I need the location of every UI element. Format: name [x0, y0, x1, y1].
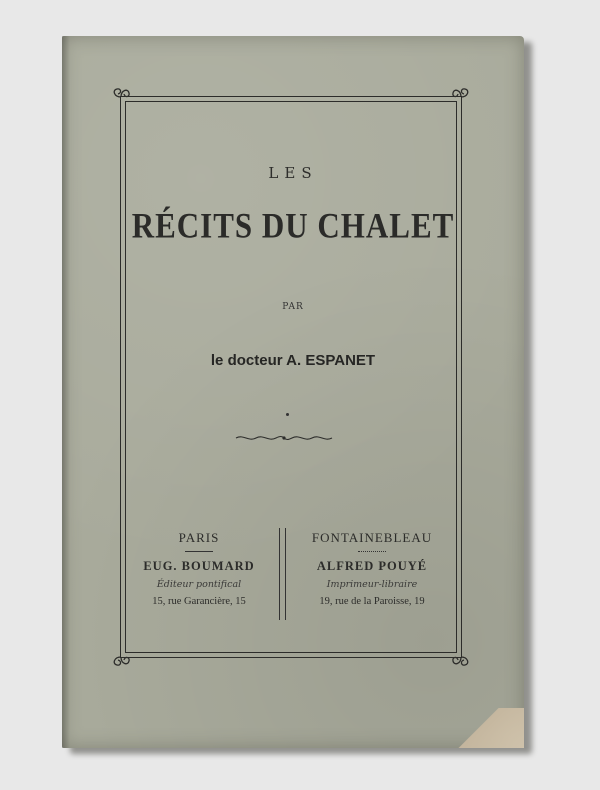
imprint-city: FONTAINEBLEAU — [311, 530, 433, 545]
short-rule — [358, 551, 386, 552]
ornament-divider-icon — [234, 432, 334, 444]
title-article: LES — [268, 164, 318, 182]
book-title: RÉCITS DU CHALET — [131, 205, 455, 246]
publisher-address: 19, rue de la Paroisse, 19 — [319, 596, 425, 607]
publisher-name: ALFRED POUYÉ — [316, 559, 428, 573]
publisher-role: Éditeur pontifical — [156, 579, 242, 590]
corner-flourish-icon — [108, 84, 134, 110]
publisher-address: 15, rue Garancière, 15 — [152, 596, 246, 607]
corner-flourish-icon — [448, 644, 474, 670]
corner-flourish-icon — [448, 84, 474, 110]
column-divider — [279, 528, 286, 620]
author-name: le docteur A. ESPANET — [210, 352, 376, 369]
printer-dot — [286, 413, 289, 416]
short-rule — [185, 551, 213, 552]
book-spine-shading — [62, 36, 70, 748]
publisher-role: Imprimeur-libraire — [326, 579, 418, 590]
by-line-label: PAR — [282, 302, 304, 312]
publisher-name: EUG. BOUMARD — [143, 559, 255, 573]
imprint-right — [292, 530, 452, 607]
worn-corner — [454, 708, 524, 748]
imprint-city: PARIS — [178, 530, 220, 545]
corner-flourish-icon — [108, 644, 134, 670]
book-cover — [62, 36, 524, 748]
imprint-left — [119, 530, 279, 607]
